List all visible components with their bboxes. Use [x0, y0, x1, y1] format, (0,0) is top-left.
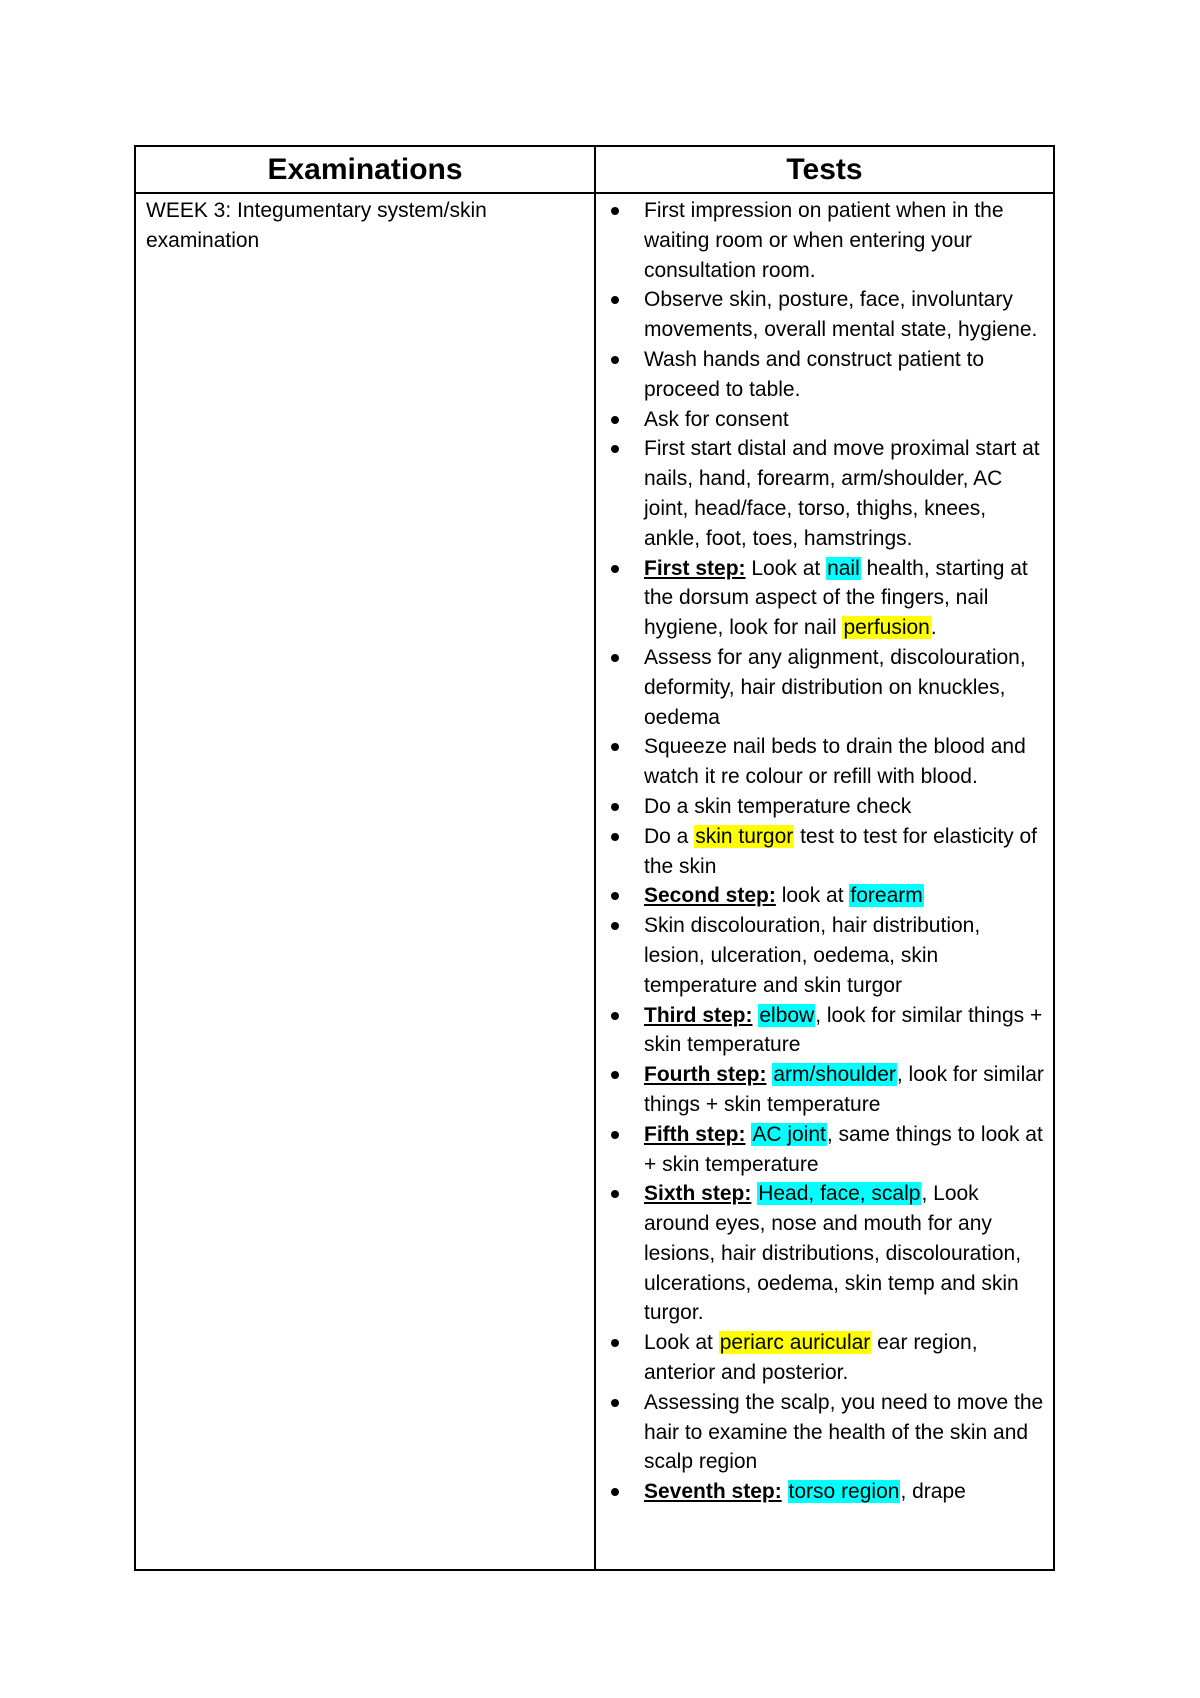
examination-cell	[135, 193, 595, 1570]
test-item	[596, 881, 1045, 911]
test-item	[596, 1179, 1045, 1328]
test-text: Assessing the scalp, you need to move the hair to examine the health of the skin and scalp region	[644, 1390, 1044, 1474]
test-item	[596, 1388, 1045, 1477]
step-label: Third step:	[644, 1003, 753, 1027]
highlight-yellow: periarc auricular	[719, 1331, 871, 1355]
test-item	[596, 1477, 1045, 1507]
test-text: Wash hands and construct patient to proceed to table.	[644, 347, 985, 401]
test-item	[596, 643, 1045, 732]
test-text: , look for similar things + skin temperature	[644, 1063, 1044, 1116]
highlight-cyan: torso region	[788, 1480, 900, 1504]
step-label: Fifth step:	[644, 1122, 746, 1146]
test-text: Assess for any alignment, discolouration, deformity, hair distribution on knuckles, oedema	[644, 645, 1026, 729]
test-item	[596, 554, 1045, 643]
test-text: Do a skin temperature check	[644, 794, 912, 818]
test-item	[596, 1120, 1045, 1180]
examination-title: WEEK 3: Integumentary system/skin examination	[146, 199, 487, 252]
examinations-table	[134, 145, 1055, 1571]
test-item	[596, 196, 1045, 285]
test-text: Ask for consent	[644, 407, 789, 431]
test-text: .	[930, 616, 937, 640]
highlight-cyan: AC joint	[752, 1122, 826, 1146]
test-text: , look for similar things + skin temperature	[644, 1003, 1043, 1057]
step-label: Fourth step:	[644, 1063, 767, 1087]
test-text: health, starting at the dorsum aspect of the fingers, nail hygiene, look for nail	[644, 556, 1028, 640]
tests-header: Tests	[595, 146, 1054, 193]
test-item	[596, 792, 1045, 822]
test-text: Observe skin, posture, face, involuntary movements, overall mental state, hygiene.	[644, 288, 1038, 342]
test-text: Squeeze nail beds to drain the blood and watch it re colour or refill with blood.	[644, 735, 1026, 789]
tests-list	[596, 196, 1045, 1507]
test-text	[782, 1480, 788, 1503]
table-row	[135, 193, 1054, 1570]
test-item	[596, 405, 1045, 435]
test-text: look at	[775, 884, 850, 908]
test-text: Do a	[644, 824, 695, 848]
test-text: , Look around eyes, nose and mouth for any lesions, hair distributions, discolouration, ulcerations, oedema, skin temp and skin turgor.	[644, 1182, 1022, 1325]
test-item	[596, 822, 1045, 882]
highlight-cyan: forearm	[850, 884, 923, 908]
step-label: Second step:	[644, 884, 776, 908]
test-text: Look at	[745, 556, 827, 580]
highlight-cyan: nail	[827, 556, 860, 580]
test-item	[596, 1328, 1045, 1388]
test-item	[596, 1001, 1045, 1061]
step-label: Seventh step:	[644, 1480, 782, 1504]
highlight-cyan: elbow	[759, 1003, 815, 1027]
test-text: ear region, anterior and posterior.	[644, 1331, 978, 1385]
highlight-yellow: perfusion	[843, 616, 930, 640]
step-label: Sixth step:	[644, 1182, 752, 1206]
test-item	[596, 732, 1045, 792]
test-text: First start distal and move proximal start at nails, hand, forearm, arm/shoulder, AC joint, head/face, torso, thighs, knees, ankle, foot, toes, hamstrings.	[644, 437, 1040, 550]
examinations-header: Examinations	[135, 146, 595, 193]
table-header-row	[135, 146, 1054, 193]
test-item	[596, 285, 1045, 345]
test-item	[596, 434, 1045, 553]
test-text: test to test for elasticity of the skin	[644, 824, 1038, 878]
test-text: Skin discolouration, hair distribution, lesion, ulceration, oedema, skin temperature and skin turgor	[644, 914, 981, 997]
tests-cell	[595, 193, 1054, 1570]
highlight-yellow: skin turgor	[695, 824, 794, 848]
test-item	[596, 345, 1045, 405]
test-text: Look at	[644, 1331, 719, 1355]
highlight-cyan: Head, face, scalp	[758, 1182, 921, 1206]
highlight-cyan: arm/shoulder	[773, 1063, 896, 1087]
test-item	[596, 911, 1045, 1000]
test-text: First impression on patient when in the waiting room or when entering your consultation room.	[644, 199, 1004, 282]
test-text: , drape	[900, 1480, 966, 1504]
test-text: , same things to look at + skin temperature	[644, 1122, 1043, 1176]
step-label: First step:	[644, 556, 746, 580]
test-item	[596, 1060, 1045, 1120]
